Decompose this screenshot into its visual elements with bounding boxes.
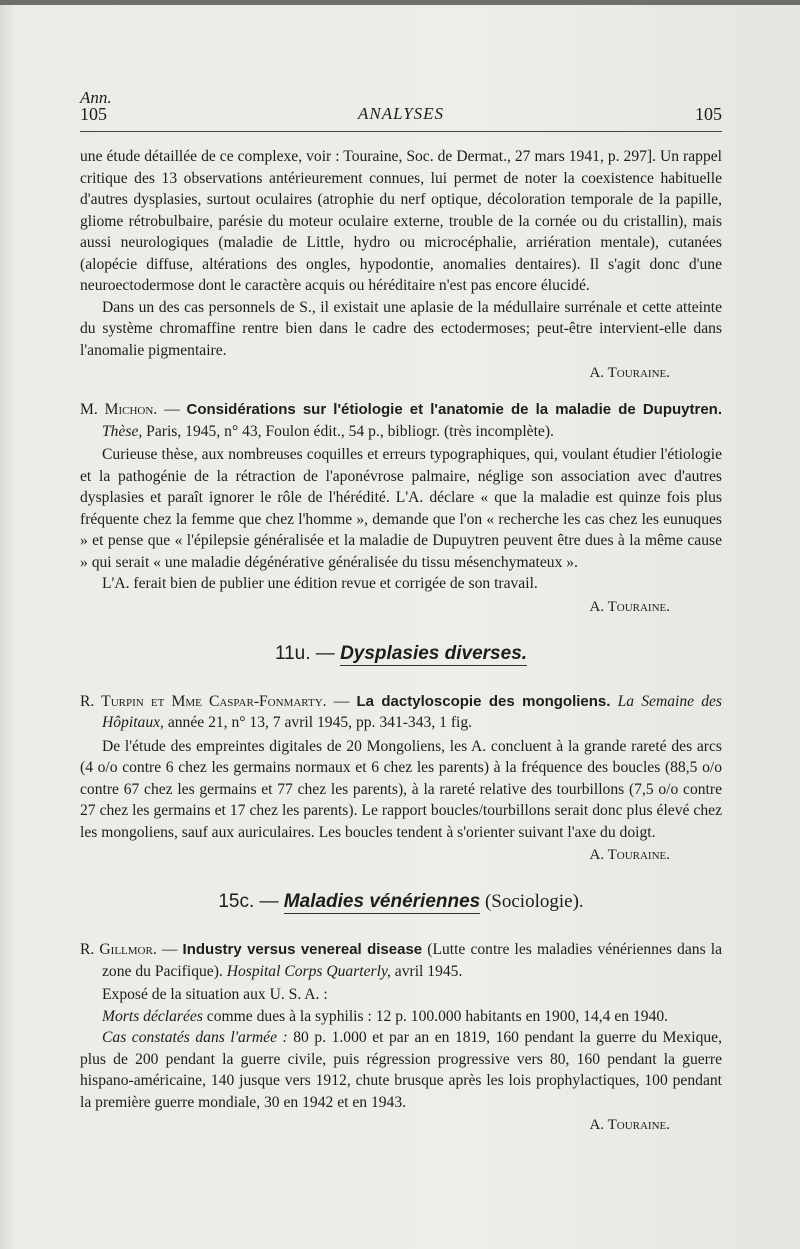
- reference-details: Paris, 1945, n° 43, Foulon édit., 54 p., bibliogr. (très incomplète).: [142, 422, 554, 440]
- running-title: ANALYSES: [357, 104, 445, 123]
- author: R. Turpin et Mme Caspar-Fonmarty.: [80, 692, 327, 710]
- paragraph: Curieuse thèse, aux nombreuses coquilles et erreurs typographiques, qui, voulant étudier l'étiologie et la pathogénie de la rétraction de l'aponévrose palmaire, néglige son association avec d'autres dysplasies et paraît ignorer le rôle de l'hérédité. L'A. déclare « que la maladie est quinze fois plus fréquente chez la femme que chez l'homme », demande que l'on « recherche les cas chez les eunuques » et pense que « l'épilepsie généralisée et la maladie de Dupuytren peuvent être dues à la même cause » qui serait « une maladie dégénérative généralisée du tissu mésenchymateux ».: [80, 446, 722, 571]
- journal-name: La Semaine des Hôpitaux,: [102, 692, 722, 731]
- journal-name: Hospital Corps Quarterly,: [226, 962, 391, 980]
- section-heading: 11u. — Dysplasies diverses.: [274, 642, 528, 664]
- article-title: La dactyloscopie des mongoliens.: [356, 692, 611, 710]
- section-title: Maladies vénériennes: [283, 891, 481, 912]
- page-body: [80, 146, 722, 1151]
- section-number: 15c.: [218, 891, 255, 912]
- analysis-entry: [80, 146, 722, 383]
- page-number-right: 105: [695, 104, 722, 124]
- paragraph: Exposé de la situation aux U. S. A. :: [102, 986, 328, 1003]
- scan-top-edge: [0, 0, 800, 5]
- article-title: Industry versus venereal disease: [182, 941, 423, 958]
- bibliographic-reference: R. Gillmor. — Industry versus venereal disease (Lutte contre les maladies vénériennes dans la zone du Pacifique). Hospital Corps Quarterly, avril 1945.: [80, 941, 722, 980]
- annales-abbrev: Ann.: [80, 88, 112, 107]
- paragraph: une étude détaillée de ce complexe, voir : Touraine, Soc. de Dermat., 27 mars 1941, p. 297]. Un rappel critique des 13 observations antérieurement connues, lui permet de noter la coexistence habituelle d'autres dysplasies, surtout oculaires (atrophie du nerf optique, décoloration temporale de la papille, gliome rétrobulbaire, parésie du moteur oculaire externe, trouble de la cornée ou du cristallin), mais aussi neurologiques (maladie de Little, hydro ou microcéphalie, arriération mentale), cutanées (alopécie diffuse, altérations des ongles, hypodontie, anomalies dentaires). Il s'agit donc d'une neuroectodermose dont le caractère acquis ou héréditaire n'est pas encore élucidé.: [80, 148, 722, 294]
- author: M. Michon.: [80, 401, 158, 418]
- reference-details: année 21, n° 13, 7 avril 1945, pp. 341-343, 1 fig.: [163, 714, 473, 731]
- paragraph: Morts déclarées comme dues à la syphilis : 12 p. 100.000 habitants en 1900, 14,4 en 1940.: [102, 1007, 669, 1025]
- reference-details: avril 1945.: [390, 962, 463, 980]
- signature: A. Touraine.: [589, 598, 670, 615]
- page-number-left: 105: [80, 104, 107, 124]
- reference-details: (Lutte contre les maladies vénériennes dans la zone du Pacifique).: [102, 941, 722, 980]
- section-heading: 15c. — Maladies vénériennes (Sociologie).: [218, 891, 584, 912]
- page-header: [80, 88, 722, 126]
- bibliographic-reference: R. Turpin et Mme Caspar-Fonmarty. — La dactyloscopie des mongoliens. La Semaine des Hôpitaux, année 21, n° 13, 7 avril 1945, pp. 341-343, 1 fig.: [80, 692, 722, 731]
- article-title: Considérations sur l'étiologie et l'anatomie de la maladie de Dupuytren.: [186, 401, 722, 418]
- paragraph: L'A. ferait bien de publier une édition revue et corrigée de son travail.: [102, 575, 538, 592]
- paragraph: De l'étude des empreintes digitales de 20 Mongoliens, les A. concluent à la grande rareté des arcs (4 o/o contre 6 chez les germains normaux et 6 chez les parents) à la fréquence des boucles (88,5 o/o contre 67 chez les germains et 77 chez les parents), à la rareté relative des tourbillons (7,5 o/o contre 27 chez les germains et 17 chez les parents). Le rapport boucles/tourbillons serait donc plus élevé chez les mongoliens, sauf aux auriculaires. Les boucles tendent à s'orienter suivant l'axe du doigt.: [80, 737, 722, 841]
- paragraph: Cas constatés dans l'armée : 80 p. 1.000 et par an en 1819, 160 pendant la guerre du Mexique, plus de 200 pendant la guerre civile, puis régression progressive vers 80, 160 pendant la guerre hispano-américaine, 140 jusque vers 1912, chute brusque après les lois prophylactiques, 100 pendant la première guerre mondiale, 30 en 1942 et en 1943.: [80, 1029, 722, 1111]
- section-subtitle: (Sociologie).: [480, 891, 584, 912]
- signature: A. Touraine.: [589, 365, 670, 381]
- analysis-entry: [80, 691, 722, 866]
- bibliographic-reference: M. Michon. — Considérations sur l'étiologie et l'anatomie de la maladie de Dupuytren. Thèse, Paris, 1945, n° 43, Foulon édit., 54 p., bibliogr. (très incomplète).: [80, 401, 722, 440]
- section-title: Dysplasies diverses.: [340, 642, 528, 664]
- paragraph: Dans un des cas personnels de S., il existait une aplasie de la médullaire surrénale et cette atteinte du système chromaffine rentre bien dans le cadre des ectodermoses; peut-être intervient-elle dans l'anomalie pigmentaire.: [80, 298, 722, 359]
- section-number: 11u.: [274, 642, 311, 664]
- analysis-entry: [80, 939, 722, 1135]
- header-rule: [80, 131, 722, 132]
- author: R. Gillmor.: [80, 941, 157, 958]
- analysis-entry: [80, 399, 722, 617]
- signature: A. Touraine.: [589, 847, 670, 863]
- signature: A. Touraine.: [589, 1117, 670, 1133]
- journal-name: Thèse,: [102, 422, 143, 440]
